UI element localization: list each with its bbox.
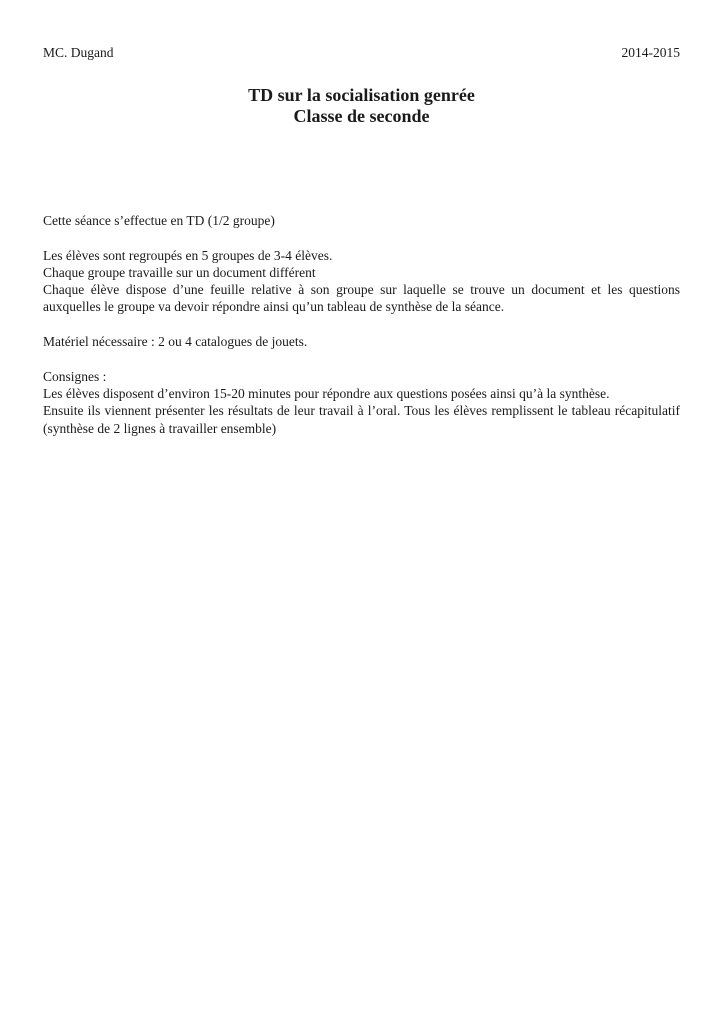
title-line-1: TD sur la socialisation genrée xyxy=(248,85,475,105)
instructions-timing: Les élèves disposent d’environ 15-20 minutes pour répondre aux questions posées ainsi qu’à la synthèse. xyxy=(43,385,610,401)
materials-info: Matériel nécessaire : 2 ou 4 catalogues de jouets. xyxy=(43,334,308,350)
school-year: 2014-2015 xyxy=(621,45,680,60)
page-header xyxy=(43,44,680,61)
document-page xyxy=(43,0,680,1024)
document-body xyxy=(43,212,680,437)
instructions-presentation: Ensuite ils viennent présenter les résultats de leur travail à l’oral. Tous les élèves remplissent le tableau récapitulatif (synthèse de 2 lignes à travailler ensemble) xyxy=(43,403,680,436)
instructions-heading: Consignes : xyxy=(43,368,107,384)
groups-info: Les élèves sont regroupés en 5 groupes de 3-4 élèves. xyxy=(43,247,333,263)
session-info: Cette séance s’effectue en TD (1/2 groupe) xyxy=(43,213,275,228)
document-title xyxy=(43,85,680,127)
author-name: MC. Dugand xyxy=(43,45,114,60)
group-work-info: Chaque groupe travaille sur un document différent xyxy=(43,264,316,280)
student-sheet-info: Chaque élève dispose d’une feuille relative à son groupe sur laquelle se trouve un document et les questions auxquelles le groupe va devoir répondre ainsi qu’un tableau de synthèse de la séance. xyxy=(43,282,680,315)
title-line-2: Classe de seconde xyxy=(293,106,430,126)
